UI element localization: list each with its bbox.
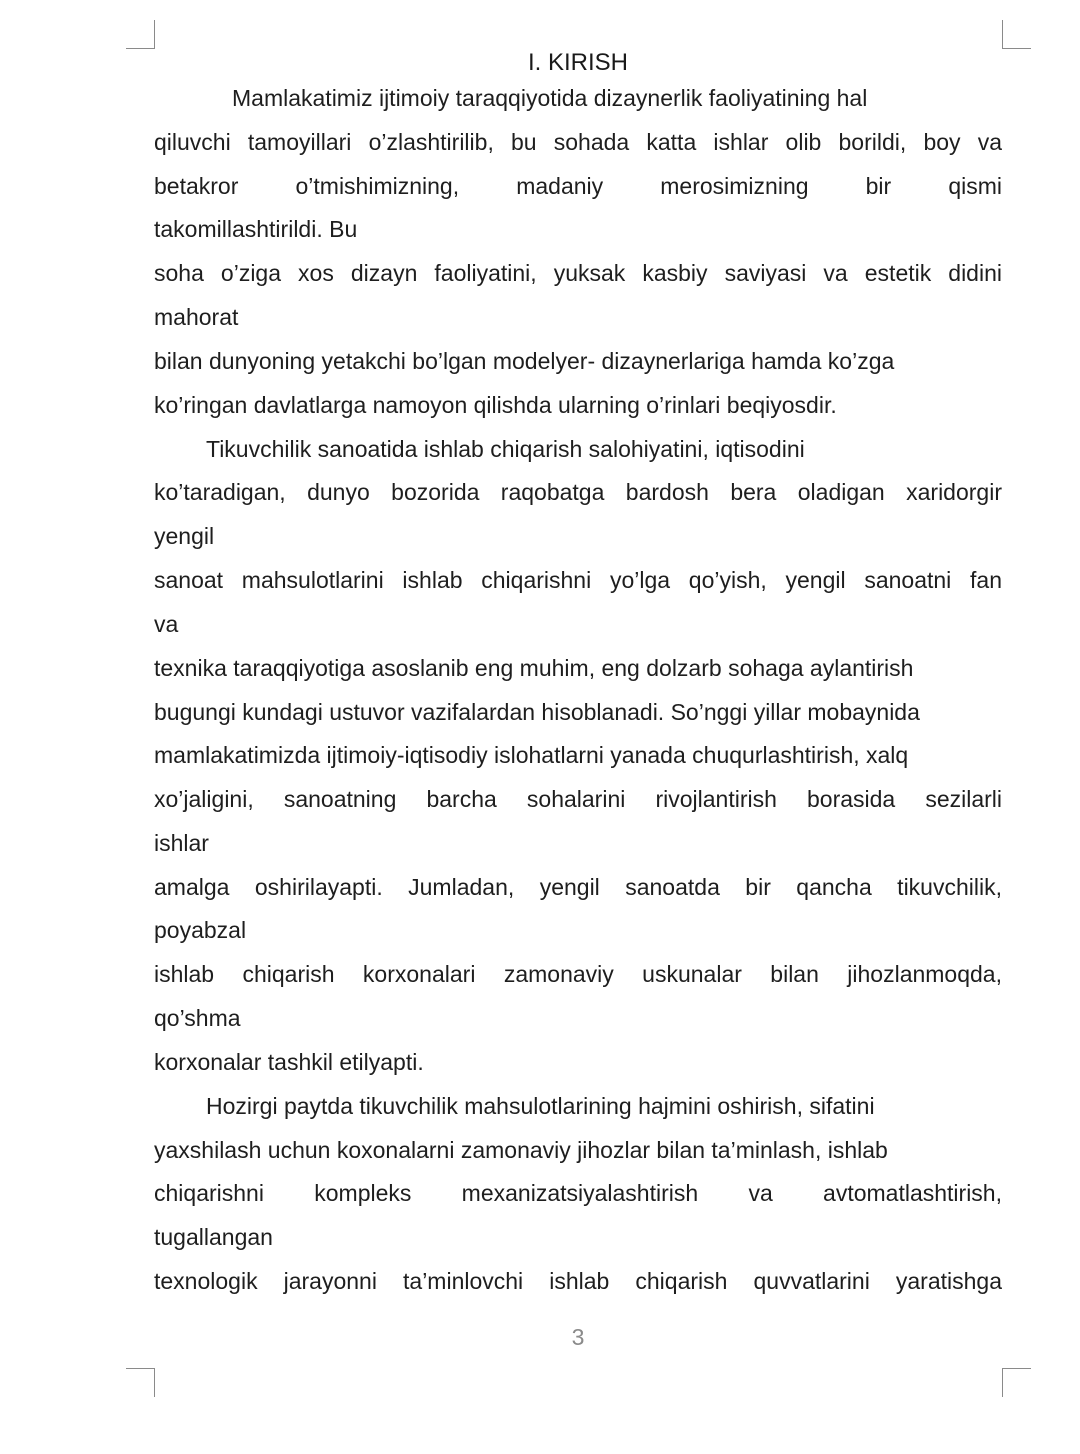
text-line: betakror o’tmishimizning, madaniy merosimizning bir qismi (154, 173, 1002, 199)
text-line: amalga oshirilayapti. Jumladan, yengil sanoatda bir qancha tikuvchilik, (154, 874, 1002, 900)
text-line: soha o’ziga xos dizayn faoliyatini, yuksak kasbiy saviyasi va estetik didini (154, 260, 1002, 286)
text-line: tugallangan (154, 1224, 273, 1250)
text-line: chiqarishni kompleks mexanizatsiyalashtirish va avtomatlashtirish, (154, 1180, 1002, 1206)
text-line: bugungi kundagi ustuvor vazifalardan hisoblanadi. So’nggi yillar mobaynida (154, 699, 920, 725)
text-line: takomillashtirildi. Bu (154, 216, 358, 242)
text-line: sanoat mahsulotlarini ishlab chiqarishni yo’lga qo’yish, yengil sanoatni fan (154, 567, 1002, 593)
page-corner-mark-top-right (1002, 20, 1031, 49)
text-line: va (154, 611, 179, 637)
text-line: ishlab chiqarish korxonalari zamonaviy uskunalar bilan jihozlanmoqda, (154, 961, 1002, 987)
section-heading: I. KIRISH (527, 49, 629, 76)
text-line: korxonalar tashkil etilyapti. (154, 1049, 424, 1075)
page-number: 3 (571, 1324, 585, 1350)
text-line: mahorat (154, 304, 239, 330)
page-corner-mark-bottom-right (1002, 1368, 1031, 1397)
page-corner-mark-bottom-left (126, 1368, 155, 1397)
text-line: Tikuvchilik sanoatida ishlab chiqarish salohiyatini, iqtisodini (206, 436, 805, 462)
page-corner-mark-top-left (126, 20, 155, 49)
text-line: poyabzal (154, 917, 247, 943)
text-line: yengil (154, 523, 215, 549)
text-line: yaxshilash uchun koxonalarni zamonaviy jihozlar bilan ta’minlash, ishlab (154, 1137, 888, 1163)
text-line: Mamlakatimiz ijtimoiy taraqqiyotida dizaynerlik faoliyatining hal (232, 85, 868, 111)
text-line: mamlakatimizda ijtimoiy-iqtisodiy islohatlarni yanada chuqurlashtirish, xalq (154, 742, 909, 768)
text-line: qiluvchi tamoyillari o’zlashtirilib, bu sohada katta ishlar olib borildi, boy va (154, 129, 1002, 155)
text-line: bilan dunyoning yetakchi bo’lgan modelyer- dizaynerlariga hamda ko’zga (154, 348, 895, 374)
text-line: ko’ringan davlatlarga namoyon qilishda ularning o’rinlari beqiyosdir. (154, 392, 837, 418)
text-line: ishlar (154, 830, 209, 856)
text-line: texnologik jarayonni ta’minlovchi ishlab chiqarish quvvatlarini yaratishga (154, 1268, 1002, 1294)
text-line: Hozirgi paytda tikuvchilik mahsulotlarining hajmini oshirish, sifatini (206, 1093, 875, 1119)
text-line: texnika taraqqiyotiga asoslanib eng muhim, eng dolzarb sohaga aylantirish (154, 655, 914, 681)
text-line: qo’shma (154, 1005, 241, 1031)
text-line: xo’jaligini, sanoatning barcha sohalarini rivojlantirish borasida sezilarli (154, 786, 1002, 812)
text-line: ko’taradigan, dunyo bozorida raqobatga bardosh bera oladigan xaridorgir (154, 479, 1002, 505)
